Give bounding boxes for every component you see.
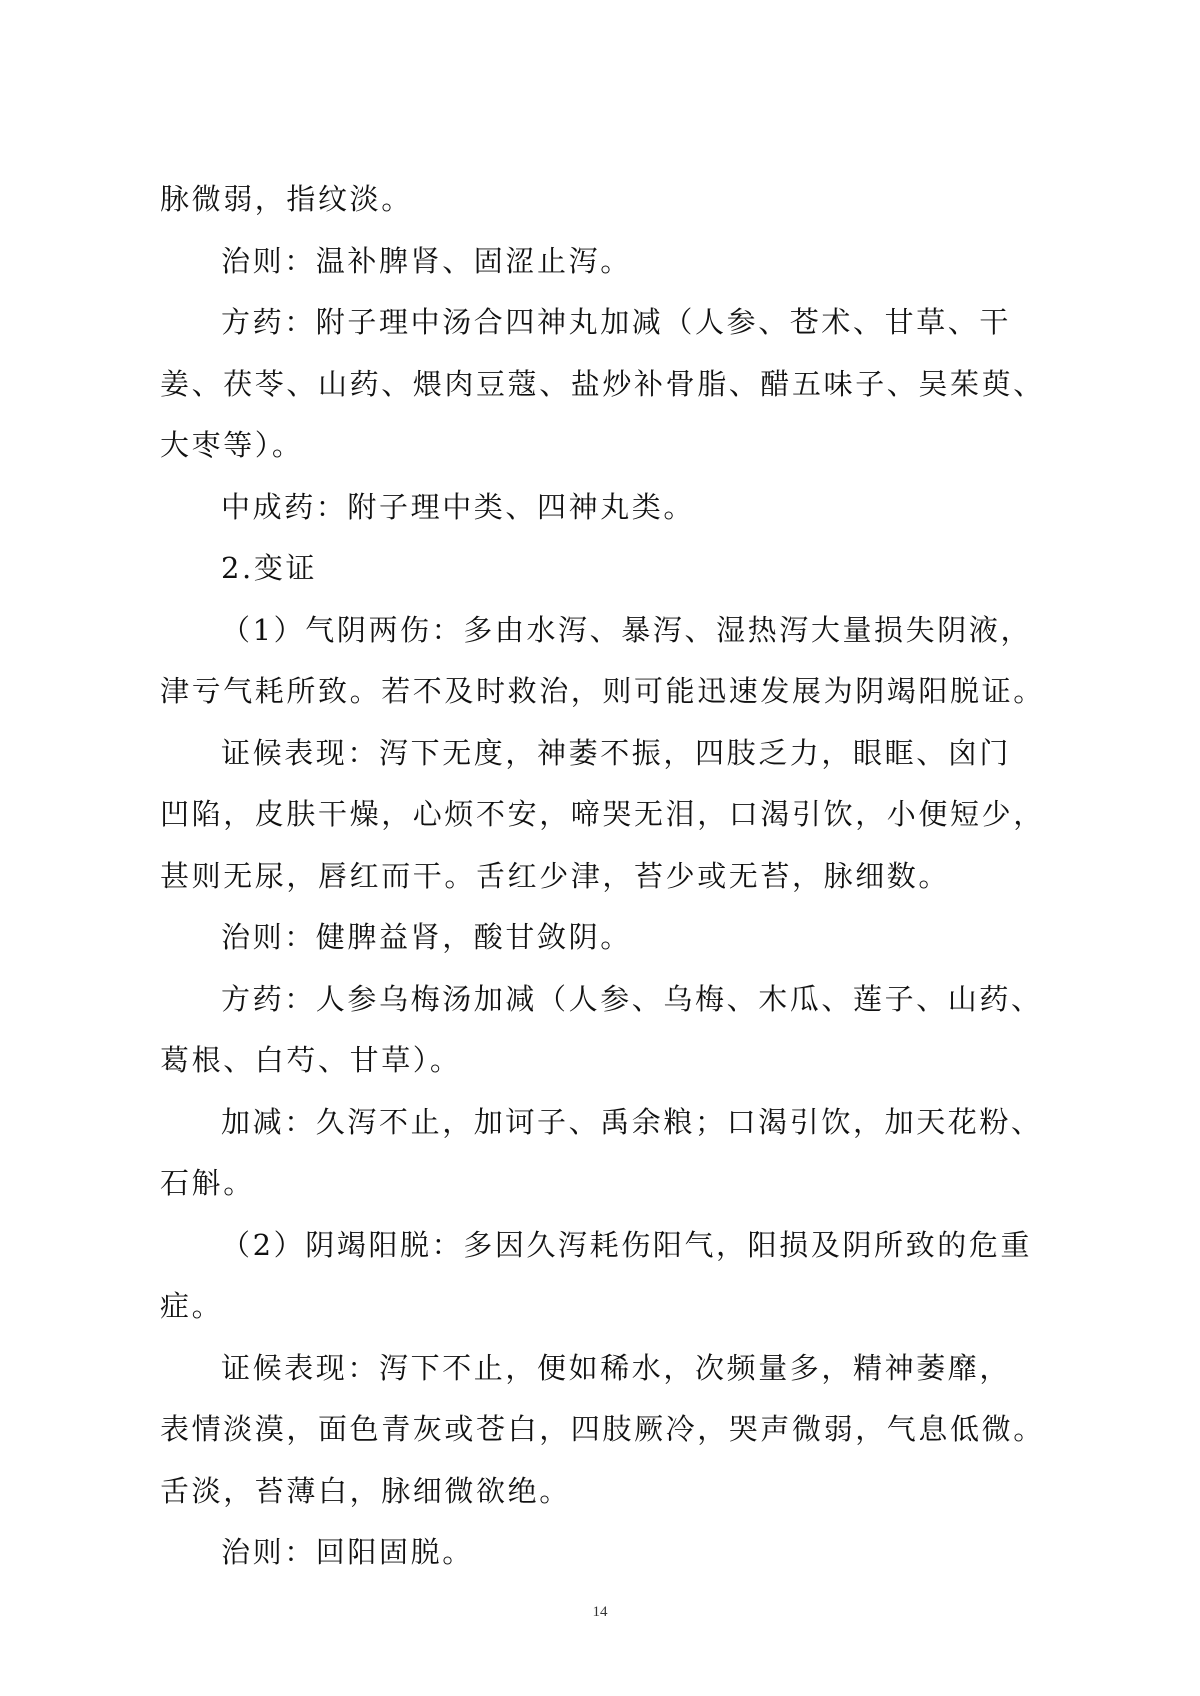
text-line: 凹陷，皮肤干燥，心烦不安，啼哭无泪，口渴引饮，小便短少， [160, 797, 1045, 831]
text-line: 舌淡，苔薄白，脉细微欲绝。 [160, 1473, 571, 1508]
text-line: 大枣等）。 [160, 428, 304, 462]
page-number: 14 [592, 1604, 608, 1620]
text-line: 津亏气耗所致。若不及时救治，则可能迅速发展为阴竭阳脱证。 [160, 674, 1045, 708]
text-line: 证候表现：泻下无度，神萎不振，四肢乏力，眼眶、囟门 [221, 735, 1012, 770]
text-line: 方药：人参乌梅汤加减（人参、乌梅、木瓜、莲子、山药、 [221, 981, 1043, 1016]
text-line: 治则：回阳固脱。 [221, 1535, 474, 1569]
text-line: 姜、茯苓、山药、煨肉豆蔻、盐炒补骨脂、醋五味子、吴茱萸、 [160, 366, 1045, 401]
text-line: 治则：温补脾肾、固涩止泻。 [221, 243, 632, 278]
text-line: 中成药：附子理中类、四神丸类。 [221, 489, 696, 524]
body-text [160, 169, 1060, 1584]
text-line: 治则：健脾益肾，酸甘敛阴。 [221, 920, 632, 954]
text-line: 表情淡漠，面色青灰或苍白，四肢厥冷，哭声微弱，气息低微。 [160, 1412, 1045, 1446]
text-line: （1）气阴两伤：多由水泻、暴泻、湿热泻大量损失阴液， [221, 612, 1033, 647]
text-line: 甚则无尿，唇红而干。舌红少津，苔少或无苔，脉细数。 [160, 858, 951, 893]
text-line: 症。 [160, 1289, 224, 1323]
text-line: （2）阴竭阳脱：多因久泻耗伤阳气，阳损及阴所致的危重 [221, 1227, 1033, 1262]
text-line: 加减：久泻不止，加诃子、禹余粮；口渴引饮，加天花粉、 [221, 1104, 1043, 1139]
section-heading: 2.变证 [221, 551, 318, 585]
text-line: 石斛。 [160, 1166, 255, 1200]
text-line: 证候表现：泻下不止，便如稀水，次频量多，精神萎靡， [221, 1350, 1012, 1385]
text-line: 方药：附子理中汤合四神丸加减（人参、苍术、甘草、干 [221, 305, 1012, 339]
text-line: 脉微弱，指纹淡。 [160, 182, 413, 216]
text-line: 葛根、白芍、甘草）。 [160, 1043, 462, 1077]
